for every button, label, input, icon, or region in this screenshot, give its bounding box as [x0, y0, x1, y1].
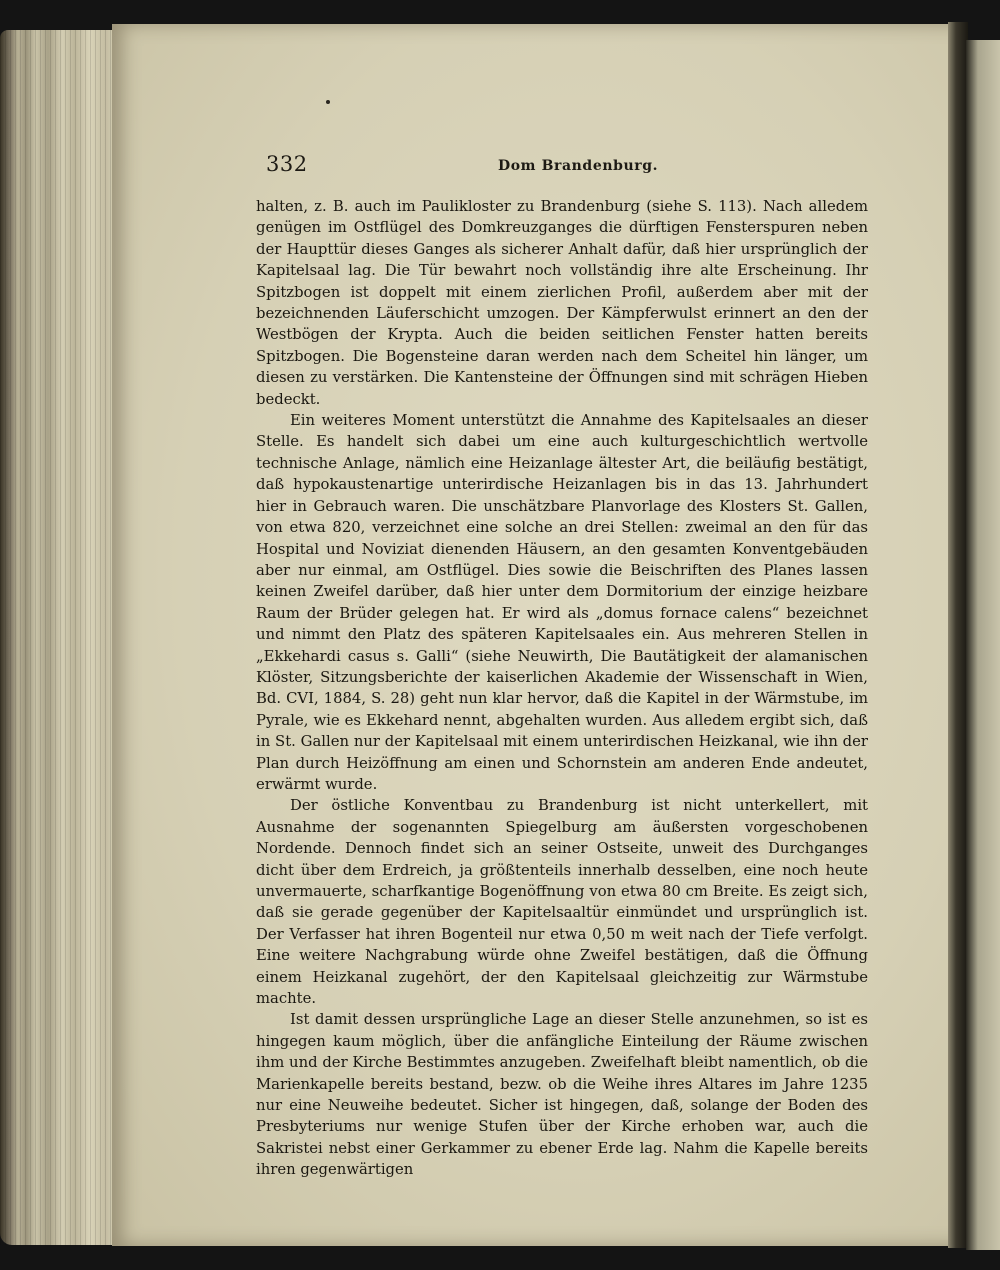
page-stack-edges — [0, 30, 120, 1245]
paragraph-4: Ist damit dessen ursprüngliche Lage an dieser Stelle anzunehmen, so ist es hingegen kaum möglich, über die anfängliche Einteilung der Räume zwischen ihm und der Kirche Bestimmtes anzugeben. Zweifelhaft bleibt namentlich, ob die Marienkapelle bereits bestand, bezw. ob die Weihe ihres Altares im Jahre 1235 nur eine Neuweihe bedeutet. Sicher ist hingegen, daß, solange der Boden des Presbyteriums nur wenige Stufen über der Kirche erhoben war, auch die Sakristei nebst einer Gerkammer zu ebener Erde lag. Nahm die Kapelle bereits ihren gegenwärtigen — [256, 1011, 868, 1179]
page-number: 332 — [266, 152, 308, 176]
paragraph-3: Der östliche Konventbau zu Brandenburg ist nicht unterkellert, mit Ausnahme der sogenannten Spiegelburg am äußersten vorgeschobenen Nordende. Dennoch findet sich an seiner Ostseite, unweit des Durchganges dicht über dem Erdreich, ja größtenteils innerhalb desselben, eine noch heute unvermauerte, scharfkantige Bogenöffnung von etwa 80 cm Breite. Es zeigt sich, daß sie gerade gegenüber der Kapitelsaaltür einmündet und ursprünglich ist. Der Verfasser hat ihren Bogenteil nur etwa 0,50 m weit nach der Tiefe verfolgt. Eine weitere Nachgrabung würde ohne Zweifel bestätigen, daß die Öffnung einem Heizkanal zugehört, der den Kapitelsaal gleichzeitig zur Wärmstube machte. — [256, 797, 868, 1008]
body-text — [256, 196, 868, 1181]
facing-page-edge — [966, 40, 1000, 1250]
running-title: Dom Brandenburg. — [498, 158, 659, 174]
paragraph-2: Ein weiteres Moment unterstützt die Annahme des Kapitelsaales an dieser Stelle. Es handelt sich dabei um eine auch kulturgeschichtlich wertvolle technische Anlage, nämlich eine Heizanlage ältester Art, die beiläufig bestätigt, daß hypokaustenartige unterirdische Heizanlagen bis in das 13. Jahrhundert hier in Gebrauch waren. Die unschätzbare Planvorlage des Klosters St. Gallen, von etwa 820, verzeichnet eine solche an drei Stellen: zweimal an den für das Hospital und Noviziat dienenden Häusern, an den gesamten Konventgebäuden aber nur einmal, am Ostflügel. Dies sowie die Beischriften des Planes lassen keinen Zweifel darüber, daß hier unter dem Dormitorium der einzige heizbare Raum der Brüder gelegen hat. Er wird als „domus fornace calens“ bezeichnet und nimmt den Platz des späteren Kapitelsaales ein. Aus mehreren Stellen in „Ekkehardi casus s. Galli“ (siehe Neuwirth, Die Bautätigkeit der alamanischen Klöster, Sitzungsberichte der kaiserlichen Akademie der Wissenschaft in Wien, Bd. CVI, 1884, S. 28) geht nun klar hervor, daß die Kapitel in der Wärmstube, im Pyrale, wie es Ekkehard nennt, abgehalten wurden. Aus alledem ergibt sich, daß in St. Gallen nur der Kapitelsaal mit einem unterirdischen Heizkanal, wie ihn der Plan durch Heizöffnung am einen und Schornstein am anderen Ende andeutet, erwärmt wurde. — [256, 412, 868, 793]
paper-speck — [326, 100, 330, 104]
paragraph-1: halten, z. B. auch im Paulikloster zu Brandenburg (siehe S. 113). Nach alledem genügen im Ostflügel des Domkreuzganges die dürftigen Fensterspuren neben der Haupttür dieses Ganges als sicherer Anhalt dafür, daß hier ursprünglich der Kapitelsaal lag. Die Tür bewahrt noch vollständig ihre alte Erscheinung. Ihr Spitzbogen ist doppelt mit einem zierlichen Profil, außerdem aber mit der bezeichnenden Läuferschicht umzogen. Der Kämpferwulst erinnert an den der Westbögen der Krypta. Auch die beiden seitlichen Fenster hatten bereits Spitzbogen. Die Bogensteine daran werden nach dem Scheitel hin länger, um diesen zu verstärken. Die Kantensteine der Öffnungen sind mit schrägen Hieben bedeckt. — [256, 198, 868, 408]
book-gutter — [948, 22, 968, 1248]
page-header — [266, 152, 866, 182]
